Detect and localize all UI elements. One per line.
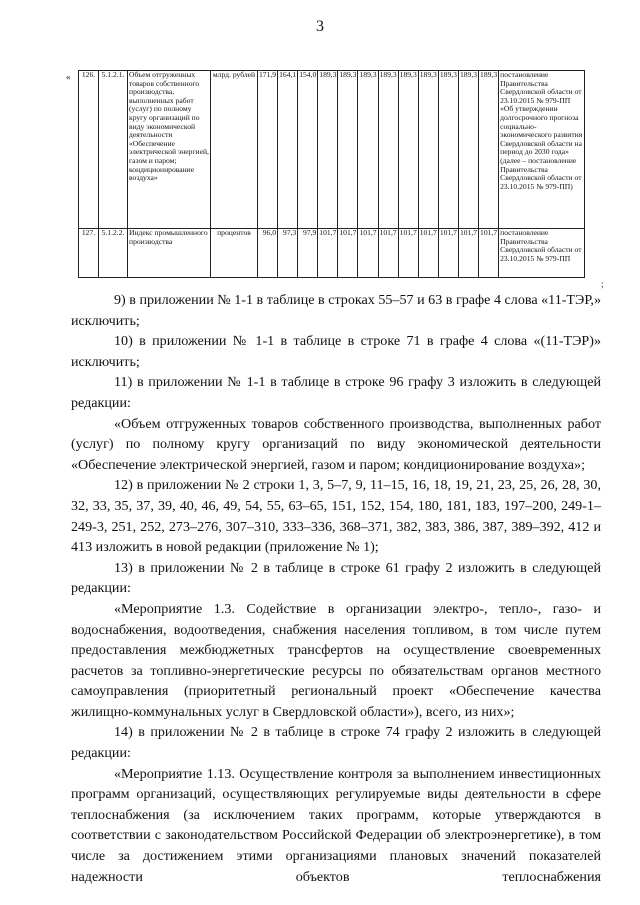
value-cell: 189,3 [338,71,358,229]
value-cell: 101,7 [458,229,478,278]
table-open-quote: « [66,72,71,82]
table-row [79,229,585,278]
paragraph: 10) в приложении № 1-1 в таблице в строке 71 в графе 4 слова «(11-ТЭР)» исключить; [71,333,601,370]
value-cell: 101,7 [358,229,378,278]
paragraph: 13) в приложении № 2 в таблице в строке 61 графу 2 изложить в следующей редакции: [71,559,601,597]
quoted-paragraph: «Объем отгруженных товаров собственного производства, выполненных работ (услуг) по полному кругу организаций по виду экономической деятельности «Обеспечение электрической энергией, газом и паром; кондиционирование воздуха»; [71,415,601,473]
value-cell: 154,0 [298,71,318,229]
value-cell: 97,3 [278,229,298,278]
value-cell: 101,7 [479,229,499,278]
quoted-paragraph: «Мероприятие 1.13. Осуществление контроля за выполнением инвестиционных программ организаций, осуществляющих регулируемые виды деятельности в сфере теплоснабжения (за исключением таких программ, которые утверждаются в соответствии с законодательством Российской Федерации об электроэнергетике), в том числе за достижением этими организациями плановых значений показателей надежности объектов теплоснабжения [71,765,601,885]
value-cell: 189,3 [398,71,418,229]
source-document: постановление Правительства Свердловской области от 23.10.2015 № 979-ПП «Об утверждении долгосрочного прогноза социально-экономического развития Свердловской области на период до 2030 года» (далее – постановление Правительства Свердловской области от 23.10.2015 № 979-ПП) [499,71,585,229]
value-cell: 189,3 [378,71,398,229]
page-number: 3 [316,18,324,35]
paragraph: 12) в приложении № 2 строки 1, 3, 5–7, 9, 11–15, 16, 18, 19, 21, 23, 25, 26, 28, 30, 32, 33, 35, 37, 39, 40, 46, 49, 54, 55, 63–65, 151, 152, 154, 180, 181, 183, 197–200, 249-1–249-3, 251, 252, 273–276, 307–310, 333–336, 368–371, 382, 383, 386, 387, 389–392, 412 и 413 изложить в новой редакции (приложение № 1); [71,477,601,556]
value-cell: 101,7 [338,229,358,278]
table-close-semicolon: ; [601,279,604,289]
value-cell: 101,7 [378,229,398,278]
paragraph: 14) в приложении № 2 в таблице в строке 74 графу 2 изложить в следующей редакции: [71,724,601,762]
value-cell: 189,3 [418,71,438,229]
value-cell: 101,7 [438,229,458,278]
row-code: 5.1.2.2. [99,229,128,278]
indicator-name: Индекс промышленного производства [128,229,211,278]
value-cell: 171,9 [258,71,278,229]
quoted-paragraph: «Мероприятие 1.3. Содействие в организации электро-, тепло-, газо- и водоснабжения, водоотведения, снабжения населения топливом, в том числе путем предоставления межбюджетных трансфертов на осуществление своевременных расчетов за топливно-энергетические ресурсы по обязательствам органов местного самоуправления (приоритетный региональный проект «Обеспечение качества жилищно-коммунальных услуг в Свердловской области»), всего, из них»; [71,600,601,720]
value-cell: 189,3 [458,71,478,229]
row-code: 5.1.2.1. [99,71,128,229]
source-document: постановление Правительства Свердловской области от 23.10.2015 № 979-ПП [499,229,585,278]
indicator-name: Объем отгруженных товаров собственного производства, выполненных работ (услуг) по полному кругу организаций по виду экономической деятельности «Обеспечение электрической энергией, газом и паром; кондиционирование воздуха» [128,71,211,229]
value-cell: 101,7 [398,229,418,278]
paragraph: 11) в приложении № 1-1 в таблице в строке 96 графу 3 изложить в следующей редакции: [71,374,601,411]
unit: процентов [211,229,258,278]
value-cell: 189,3 [358,71,378,229]
document-body [71,290,601,887]
row-number: 127. [79,229,99,278]
unit: млрд. рублей [211,71,258,229]
paragraph: 9) в приложении № 1-1 в таблице в строках 55–57 и 63 в графе 4 слова «11-ТЭР,» исключить; [71,292,601,329]
value-cell: 101,7 [418,229,438,278]
table-row [79,71,585,229]
value-cell: 189,3 [318,71,338,229]
value-cell: 189,3 [438,71,458,229]
row-number: 126. [79,71,99,229]
value-cell: 97,9 [298,229,318,278]
value-cell: 101,7 [318,229,338,278]
indicators-table [78,70,585,278]
value-cell: 96,0 [258,229,278,278]
value-cell: 189,3 [479,71,499,229]
value-cell: 164,1 [278,71,298,229]
